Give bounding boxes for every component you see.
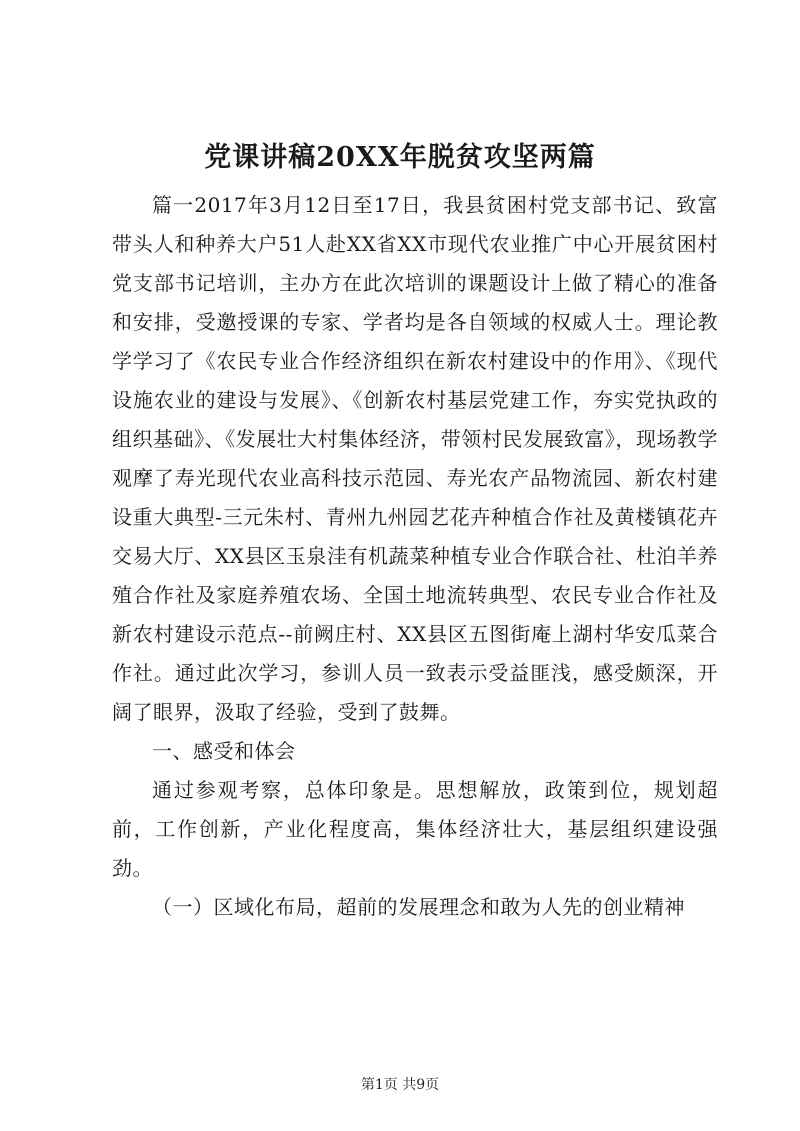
document-title: 党课讲稿20XX年脱贫攻坚两篇 — [204, 142, 596, 173]
subsection-heading-regional-layout: （一）区域化布局，超前的发展理念和敢为人先的创业精神 — [152, 895, 685, 919]
section-heading-feelings: 一、感受和体会 — [152, 739, 296, 763]
document-body — [112, 186, 718, 927]
paragraph-overall-impression: 通过参观考察，总体印象是。思想解放，政策到位，规划超前，工作创新，产业化程度高，集体经济壮大，基层组织建设强劲。 — [112, 778, 718, 880]
page-number-label: 第1页 共9页 — [360, 1077, 440, 1093]
page-footer — [0, 1075, 800, 1095]
paragraph-intro: 篇一2017年3月12日至17日，我县贫困村党支部书记、致富带头人和种养大户51人赴XX省XX市现代农业推广中心开展贫困村党支部书记培训，主办方在此次培训的课题设计上做了精心的准备和安排，受邀授课的专家、学者均是各自领域的权威人士。理论教学学习了《农民专业合作经济组织在新农村建设中的作用》、《现代设施农业的建设与发展》、《创新农村基层党建工作，夯实党执政的组织基础》、《发展壮大村集体经济，带领村民发展致富》，现场教学观摩了寿光现代农业高科技示范园、寿光农产品物流园、新农村建设重大典型-三元朱村、青州九州园艺花卉种植合作社及黄楼镇花卉交易大厅、XX县区玉泉洼有机蔬菜种植专业合作联合社、杜泊羊养殖合作社及家庭养殖农场、全国土地流转典型、农民专业合作社及新农村建设示范点--前阙庄村、XX县区五图街庵上湖村华安瓜菜合作社。通过此次学习，参训人员一致表示受益匪浅，感受颇深，开阔了眼界，汲取了经验，受到了鼓舞。 — [112, 193, 718, 724]
